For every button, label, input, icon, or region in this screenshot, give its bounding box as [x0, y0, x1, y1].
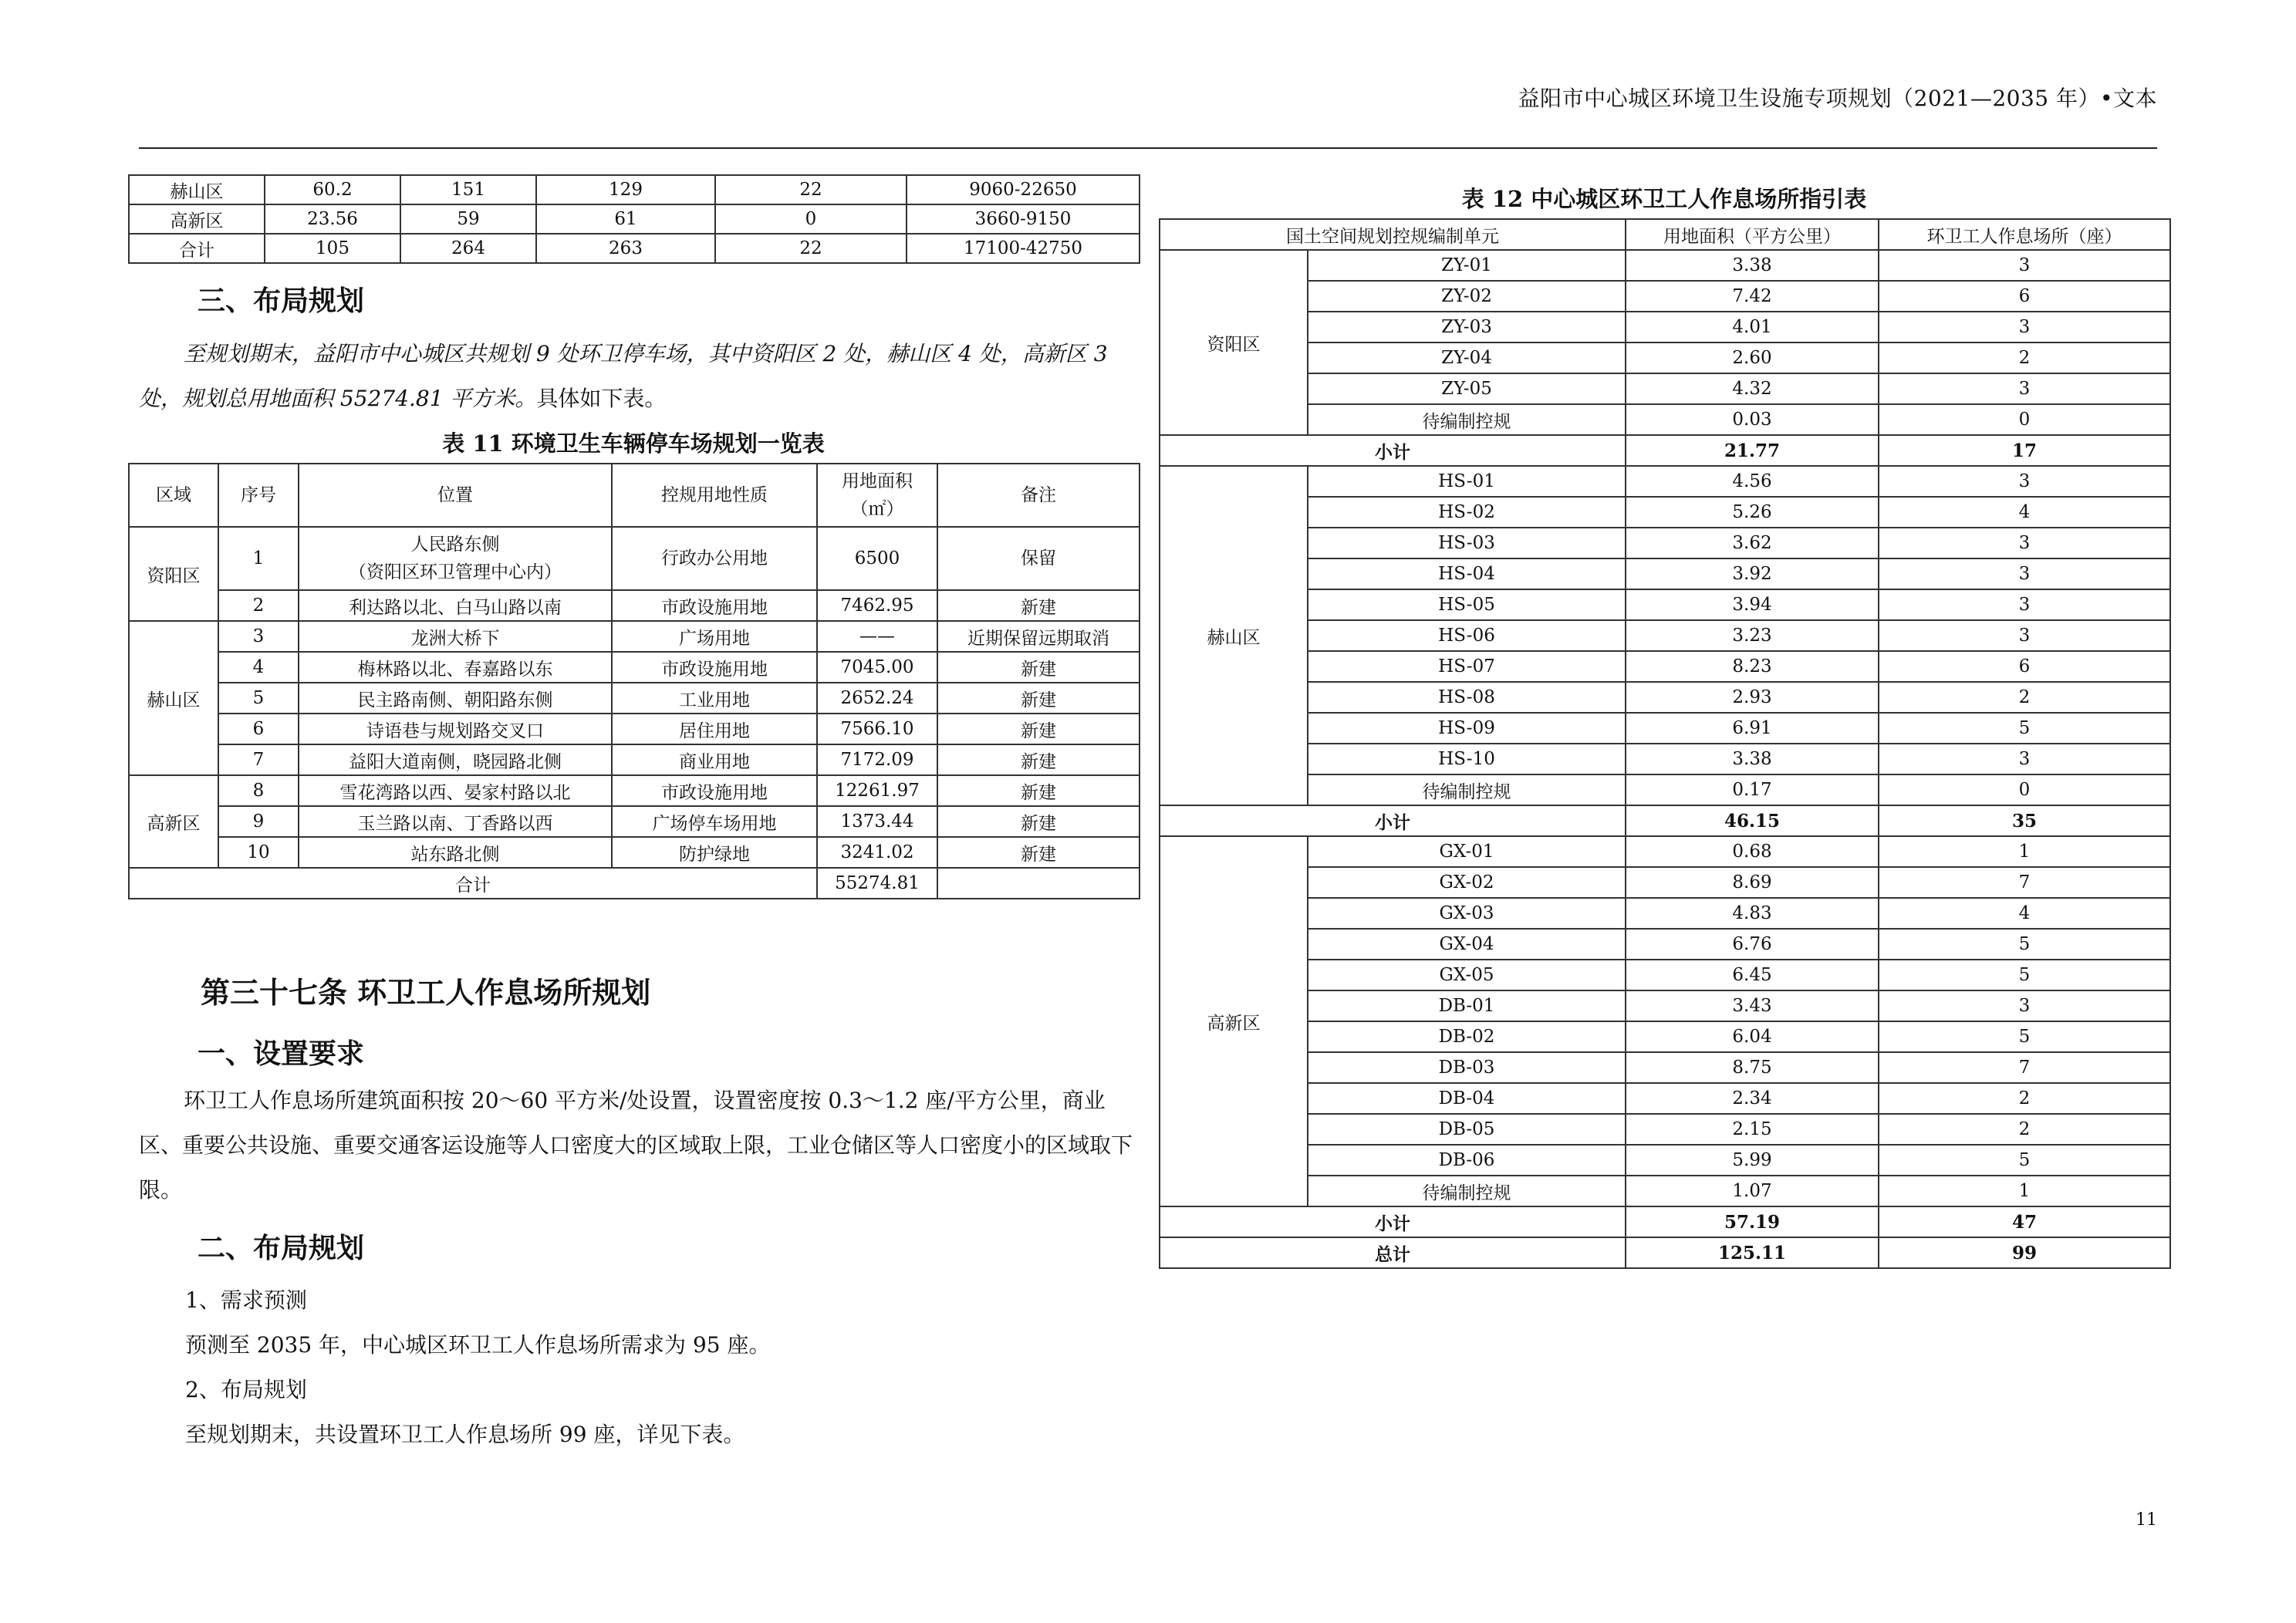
- t11-location-cell: [299, 837, 612, 868]
- document-header-title: 益阳市中心城区环境卫生设施专项规划（2021—2035 年）•文本: [1518, 86, 2157, 111]
- table-cell: 广场用地: [612, 621, 817, 652]
- table-cell: 105: [265, 234, 400, 263]
- t11-location-cell: [299, 775, 612, 806]
- table-row: [1160, 250, 2170, 281]
- table-row: [1160, 528, 2170, 558]
- table-cell: 新建: [937, 775, 1140, 806]
- table-cell: 2.34: [1626, 1083, 1879, 1114]
- t12-total-count: 99: [1879, 1237, 2170, 1268]
- table-cell: 3: [1879, 466, 2170, 497]
- table-row: [1160, 1083, 2170, 1114]
- table-cell: HS-09: [1308, 713, 1626, 744]
- table-cell: 8.23: [1626, 651, 1879, 682]
- t11-header-region: 区域: [129, 464, 218, 527]
- table-cell: 17100-42750: [907, 234, 1140, 263]
- table-cell: GX-05: [1308, 960, 1626, 990]
- article37-para1: 环卫工人作息场所建筑面积按 20～60 平方米/处设置，设置密度按 0.3～1.2 座/平方公里，商业区、重要公共设施、重要交通客运设施等人口密度大的区域取上限，工业仓储区等人口密度小的区域取下限。: [139, 1088, 1133, 1203]
- table-row: [129, 744, 1140, 775]
- table-cell: 6.91: [1626, 713, 1879, 744]
- table-row: [1160, 774, 2170, 805]
- table-cell: 新建: [937, 683, 1140, 714]
- table-row: [1160, 744, 2170, 774]
- table-cell: 5.26: [1626, 497, 1879, 528]
- t11-seq-cell: 2: [218, 590, 299, 621]
- table-row: [129, 204, 1140, 234]
- t11-location-line1: 民主路南侧、朝阳路东侧: [357, 690, 553, 710]
- t12-subtotal-area: 21.77: [1626, 435, 1879, 466]
- t12-subtotal-count: 47: [1879, 1206, 2170, 1237]
- table-cell: GX-02: [1308, 867, 1626, 898]
- article37-sub1: 一、设置要求: [198, 1038, 365, 1070]
- table-cell: 3.38: [1626, 744, 1879, 774]
- table-row: [129, 234, 1140, 263]
- table-cell: 3: [1879, 373, 2170, 404]
- table-row: [129, 527, 1140, 590]
- table-cell: 8.75: [1626, 1052, 1879, 1083]
- table-row: [1160, 1176, 2170, 1206]
- table-cell: 6: [1879, 651, 2170, 682]
- table-cell: 9060-22650: [907, 175, 1140, 204]
- article37-item1: 1、需求预测: [185, 1287, 307, 1313]
- t11-location-cell: [299, 590, 612, 621]
- table-cell: 赫山区: [129, 175, 265, 204]
- table-row: [1160, 929, 2170, 960]
- table-cell: 7045.00: [817, 652, 937, 683]
- table-cell: 2: [1879, 682, 2170, 713]
- table-cell: 行政办公用地: [612, 527, 817, 590]
- t11-location-line1: 龙洲大桥下: [410, 628, 500, 649]
- table-cell: 3: [1879, 558, 2170, 589]
- table-cell: 0: [1879, 404, 2170, 435]
- table-row: [1160, 651, 2170, 682]
- layout-paragraph: [139, 332, 1142, 421]
- table-row: [129, 775, 1140, 806]
- t12-subtotal-area: 57.19: [1626, 1206, 1879, 1237]
- table-cell: 新建: [937, 714, 1140, 744]
- table-cell: 22: [715, 175, 907, 204]
- table-row: [1160, 1114, 2170, 1145]
- t12-header-count: 环卫工人作息场所（座）: [1879, 219, 2170, 250]
- table-cell: 待编制控规: [1308, 404, 1626, 435]
- table-cell: 3.38: [1626, 250, 1879, 281]
- table-row: [1160, 713, 2170, 744]
- t11-seq-cell: 1: [218, 527, 299, 590]
- table-cell: 6.45: [1626, 960, 1879, 990]
- table-row: [1160, 1145, 2170, 1176]
- table-cell: 129: [536, 175, 715, 204]
- t11-location-line1: 益阳大道南侧，晓园路北侧: [349, 751, 562, 772]
- table-row: [129, 683, 1140, 714]
- article37-sub2: 二、布局规划: [198, 1232, 365, 1264]
- t12-district-cell: 赫山区: [1160, 466, 1308, 805]
- t11-district-cell: 赫山区: [129, 621, 218, 775]
- table-cell: 263: [536, 234, 715, 263]
- t12-subtotal-count: 35: [1879, 805, 2170, 836]
- table-cell: 4: [1879, 497, 2170, 528]
- table-cell: 1373.44: [817, 806, 937, 837]
- table-cell: 合计: [129, 234, 265, 263]
- table-cell: 6.76: [1626, 929, 1879, 960]
- t12-total-row: [1160, 1237, 2170, 1268]
- t12-total-area: 125.11: [1626, 1237, 1879, 1268]
- t11-header-no: 序号: [218, 464, 299, 527]
- t11-location-cell: [299, 621, 612, 652]
- t12-total-label: 总计: [1160, 1237, 1626, 1268]
- t11-seq-cell: 8: [218, 775, 299, 806]
- t11-seq-cell: 9: [218, 806, 299, 837]
- table-cell: 3: [1879, 744, 2170, 774]
- table-cell: 0: [715, 204, 907, 234]
- table-cell: DB-02: [1308, 1021, 1626, 1052]
- table-cell: 1: [1879, 1176, 2170, 1206]
- t11-header-location: 位置: [299, 464, 612, 527]
- table-row: [129, 621, 1140, 652]
- table-cell: 高新区: [129, 204, 265, 234]
- page-number: 11: [2136, 1510, 2157, 1530]
- table-cell: ZY-02: [1308, 281, 1626, 312]
- t11-header-area: [817, 464, 937, 527]
- table-cell: 2.60: [1626, 342, 1879, 373]
- t11-location-line1: 雪花湾路以西、晏家村路以北: [339, 782, 571, 803]
- table-row: [1160, 281, 2170, 312]
- table-cell: 6.04: [1626, 1021, 1879, 1052]
- table-cell: HS-02: [1308, 497, 1626, 528]
- t11-location-line1: 人民路东侧: [410, 535, 500, 555]
- table-cell: 3241.02: [817, 837, 937, 868]
- t11-location-cell: [299, 652, 612, 683]
- t11-header-area-unit: （㎡）: [850, 499, 904, 519]
- layout-paragraph-tail: 具体如下表。: [536, 386, 667, 411]
- table-cell: ——: [817, 621, 937, 652]
- table-row: [129, 714, 1140, 744]
- t11-seq-cell: 10: [218, 837, 299, 868]
- t11-total-row: [129, 868, 1140, 899]
- t11-seq-cell: 5: [218, 683, 299, 714]
- table-row: [129, 837, 1140, 868]
- table-cell: 防护绿地: [612, 837, 817, 868]
- table-cell: ZY-05: [1308, 373, 1626, 404]
- article37-item2-text: 至规划期末，共设置环卫工人作息场所 99 座，详见下表。: [185, 1422, 745, 1447]
- table-cell: 5: [1879, 929, 2170, 960]
- article37-title: 第三十七条 环卫工人作息场所规划: [201, 975, 651, 1010]
- table-row: [1160, 620, 2170, 651]
- t12-subtotal-row: [1160, 435, 2170, 466]
- layout-paragraph-emph: 至规划期末，益阳市中心城区共规划 9 处环卫停车场，其中资阳区 2 处，赫山区 4 处，高新区 3 处，规划总用地面积 55274.81 平方米。: [139, 341, 1108, 411]
- t11-header-area-label: 用地面积: [842, 471, 913, 491]
- table-cell: 6: [1879, 281, 2170, 312]
- table-cell: HS-10: [1308, 744, 1626, 774]
- table-cell: 2: [1879, 1083, 2170, 1114]
- table-row: [129, 175, 1140, 204]
- table-cell: 5: [1879, 1021, 2170, 1052]
- table-cell: 1: [1879, 836, 2170, 867]
- t11-header-landuse: 控规用地性质: [612, 464, 817, 527]
- table-cell: HS-08: [1308, 682, 1626, 713]
- table-cell: HS-07: [1308, 651, 1626, 682]
- table-cell: 3: [1879, 990, 2170, 1021]
- table-cell: DB-04: [1308, 1083, 1626, 1114]
- table-cell: 保留: [937, 527, 1140, 590]
- t11-location-line1: 站东路北侧: [410, 844, 500, 865]
- table-cell: 3.94: [1626, 589, 1879, 620]
- t12-subtotal-count: 17: [1879, 435, 2170, 466]
- table-cell: 3: [1879, 528, 2170, 558]
- table-cell: 市政设施用地: [612, 652, 817, 683]
- table-cell: 广场停车场用地: [612, 806, 817, 837]
- table-cell: 新建: [937, 837, 1140, 868]
- table-cell: 工业用地: [612, 683, 817, 714]
- t11-seq-cell: 3: [218, 621, 299, 652]
- table-cell: 商业用地: [612, 744, 817, 775]
- table-cell: 4.32: [1626, 373, 1879, 404]
- t11-total-value: 55274.81: [817, 868, 937, 899]
- table-cell: 新建: [937, 744, 1140, 775]
- table-cell: 新建: [937, 806, 1140, 837]
- table10-continuation: [128, 174, 1140, 264]
- t12-subtotal-row: [1160, 805, 2170, 836]
- article37-item2: 2、布局规划: [185, 1377, 307, 1402]
- table-row: [129, 590, 1140, 621]
- table-cell: 7.42: [1626, 281, 1879, 312]
- table-cell: DB-03: [1308, 1052, 1626, 1083]
- t11-district-cell: 高新区: [129, 775, 218, 868]
- table-row: [1160, 898, 2170, 929]
- t11-location-cell: [299, 683, 612, 714]
- t11-location-cell: [299, 806, 612, 837]
- t12-header-unit: 国土空间规划控规编制单元: [1160, 219, 1626, 250]
- table-cell: 5: [1879, 960, 2170, 990]
- t11-total-label: 合计: [129, 868, 817, 899]
- table-cell: 59: [400, 204, 536, 234]
- table12-rest-stations: [1159, 218, 2171, 1269]
- table12-caption: 表 12 中心城区环卫工人作息场所指引表: [1461, 186, 1867, 212]
- t11-seq-cell: 4: [218, 652, 299, 683]
- t11-location-line1: 诗语巷与规划路交叉口: [366, 720, 544, 741]
- table-row: [1160, 342, 2170, 373]
- table-cell: GX-03: [1308, 898, 1626, 929]
- table-row: [1160, 497, 2170, 528]
- table-cell: 0.68: [1626, 836, 1879, 867]
- table-cell: 3.92: [1626, 558, 1879, 589]
- table-cell: HS-06: [1308, 620, 1626, 651]
- table-cell: 新建: [937, 652, 1140, 683]
- table-cell: 3: [1879, 250, 2170, 281]
- table-cell: 待编制控规: [1308, 774, 1626, 805]
- table-cell: 22: [715, 234, 907, 263]
- table-cell: 3.23: [1626, 620, 1879, 651]
- table-cell: HS-04: [1308, 558, 1626, 589]
- t11-total-remark: [937, 868, 1140, 899]
- table-row: [1160, 589, 2170, 620]
- t12-subtotal-label: 小计: [1160, 435, 1626, 466]
- table-cell: 264: [400, 234, 536, 263]
- table-cell: 6500: [817, 527, 937, 590]
- t11-location-cell: [299, 714, 612, 744]
- t11-location-cell: [299, 744, 612, 775]
- t11-header-remark: 备注: [937, 464, 1140, 527]
- table-cell: 23.56: [265, 204, 400, 234]
- table-cell: 7462.95: [817, 590, 937, 621]
- table-cell: 7172.09: [817, 744, 937, 775]
- table-cell: 4.01: [1626, 312, 1879, 342]
- section-heading-layout: 三、布局规划: [198, 285, 365, 317]
- table-row: [1160, 836, 2170, 867]
- t11-location-cell: [299, 527, 612, 590]
- t11-location-line1: 玉兰路以南、丁香路以西: [357, 813, 553, 834]
- t12-district-cell: 高新区: [1160, 836, 1308, 1206]
- table-cell: 2.15: [1626, 1114, 1879, 1145]
- table-cell: 7566.10: [817, 714, 937, 744]
- table-cell: 新建: [937, 590, 1140, 621]
- table-cell: 1.07: [1626, 1176, 1879, 1206]
- table-cell: 3660-9150: [907, 204, 1140, 234]
- t11-location-line1: 利达路以北、白马山路以南: [349, 597, 562, 618]
- table-cell: 市政设施用地: [612, 590, 817, 621]
- table-cell: 0: [1879, 774, 2170, 805]
- table-row: [1160, 404, 2170, 435]
- table-cell: 60.2: [265, 175, 400, 204]
- table-row: [1160, 373, 2170, 404]
- t12-district-cell: 资阳区: [1160, 250, 1308, 435]
- table-cell: HS-05: [1308, 589, 1626, 620]
- table-cell: 4: [1879, 898, 2170, 929]
- table-cell: DB-05: [1308, 1114, 1626, 1145]
- table-cell: DB-01: [1308, 990, 1626, 1021]
- t11-seq-cell: 7: [218, 744, 299, 775]
- t12-subtotal-label: 小计: [1160, 805, 1626, 836]
- t11-location-line1: 梅林路以北、春嘉路以东: [357, 659, 553, 680]
- table-row: [1160, 867, 2170, 898]
- article37-item1-text: 预测至 2035 年，中心城区环卫工人作息场所需求为 95 座。: [185, 1332, 771, 1358]
- table-cell: 151: [400, 175, 536, 204]
- table-cell: ZY-01: [1308, 250, 1626, 281]
- table-cell: 7: [1879, 1052, 2170, 1083]
- table-cell: HS-01: [1308, 466, 1626, 497]
- t12-subtotal-label: 小计: [1160, 1206, 1626, 1237]
- table-cell: 市政设施用地: [612, 775, 817, 806]
- table-cell: 4.83: [1626, 898, 1879, 929]
- table-row: [1160, 682, 2170, 713]
- t11-district-cell: 资阳区: [129, 527, 218, 621]
- table-cell: GX-04: [1308, 929, 1626, 960]
- table-cell: 2.93: [1626, 682, 1879, 713]
- table-row: [129, 652, 1140, 683]
- table-row: [1160, 990, 2170, 1021]
- table-cell: 3.62: [1626, 528, 1879, 558]
- table-cell: 5: [1879, 713, 2170, 744]
- table11-parking: [128, 463, 1140, 899]
- table-cell: 近期保留远期取消: [937, 621, 1140, 652]
- table-row: [1160, 312, 2170, 342]
- table-cell: 0.03: [1626, 404, 1879, 435]
- table-cell: 2: [1879, 342, 2170, 373]
- table-cell: 3: [1879, 620, 2170, 651]
- table-row: [1160, 960, 2170, 990]
- t11-location-line2: （资阳区环卫管理中心内）: [349, 562, 562, 582]
- table-cell: 3: [1879, 589, 2170, 620]
- table-cell: 2: [1879, 1114, 2170, 1145]
- table-cell: GX-01: [1308, 836, 1626, 867]
- table11-caption: 表 11 环境卫生车辆停车场规划一览表: [442, 430, 825, 457]
- table-row: [1160, 1052, 2170, 1083]
- table-cell: 61: [536, 204, 715, 234]
- table-cell: 3: [1879, 312, 2170, 342]
- table-cell: HS-03: [1308, 528, 1626, 558]
- table-cell: 8.69: [1626, 867, 1879, 898]
- table-row: [1160, 1021, 2170, 1052]
- table-cell: 0.17: [1626, 774, 1879, 805]
- t12-subtotal-area: 46.15: [1626, 805, 1879, 836]
- table-row: [1160, 558, 2170, 589]
- t12-header-area: 用地面积（平方公里）: [1626, 219, 1879, 250]
- t12-subtotal-row: [1160, 1206, 2170, 1237]
- table-cell: 5: [1879, 1145, 2170, 1176]
- table-cell: ZY-03: [1308, 312, 1626, 342]
- table-row: [129, 806, 1140, 837]
- table-cell: DB-06: [1308, 1145, 1626, 1176]
- table-cell: 2652.24: [817, 683, 937, 714]
- table-cell: 4.56: [1626, 466, 1879, 497]
- header-divider: [139, 147, 2157, 149]
- table-cell: 3.43: [1626, 990, 1879, 1021]
- table-cell: ZY-04: [1308, 342, 1626, 373]
- t11-seq-cell: 6: [218, 714, 299, 744]
- table-cell: 7: [1879, 867, 2170, 898]
- table-cell: 12261.97: [817, 775, 937, 806]
- table-cell: 居住用地: [612, 714, 817, 744]
- table-cell: 待编制控规: [1308, 1176, 1626, 1206]
- table-row: [1160, 466, 2170, 497]
- table-cell: 5.99: [1626, 1145, 1879, 1176]
